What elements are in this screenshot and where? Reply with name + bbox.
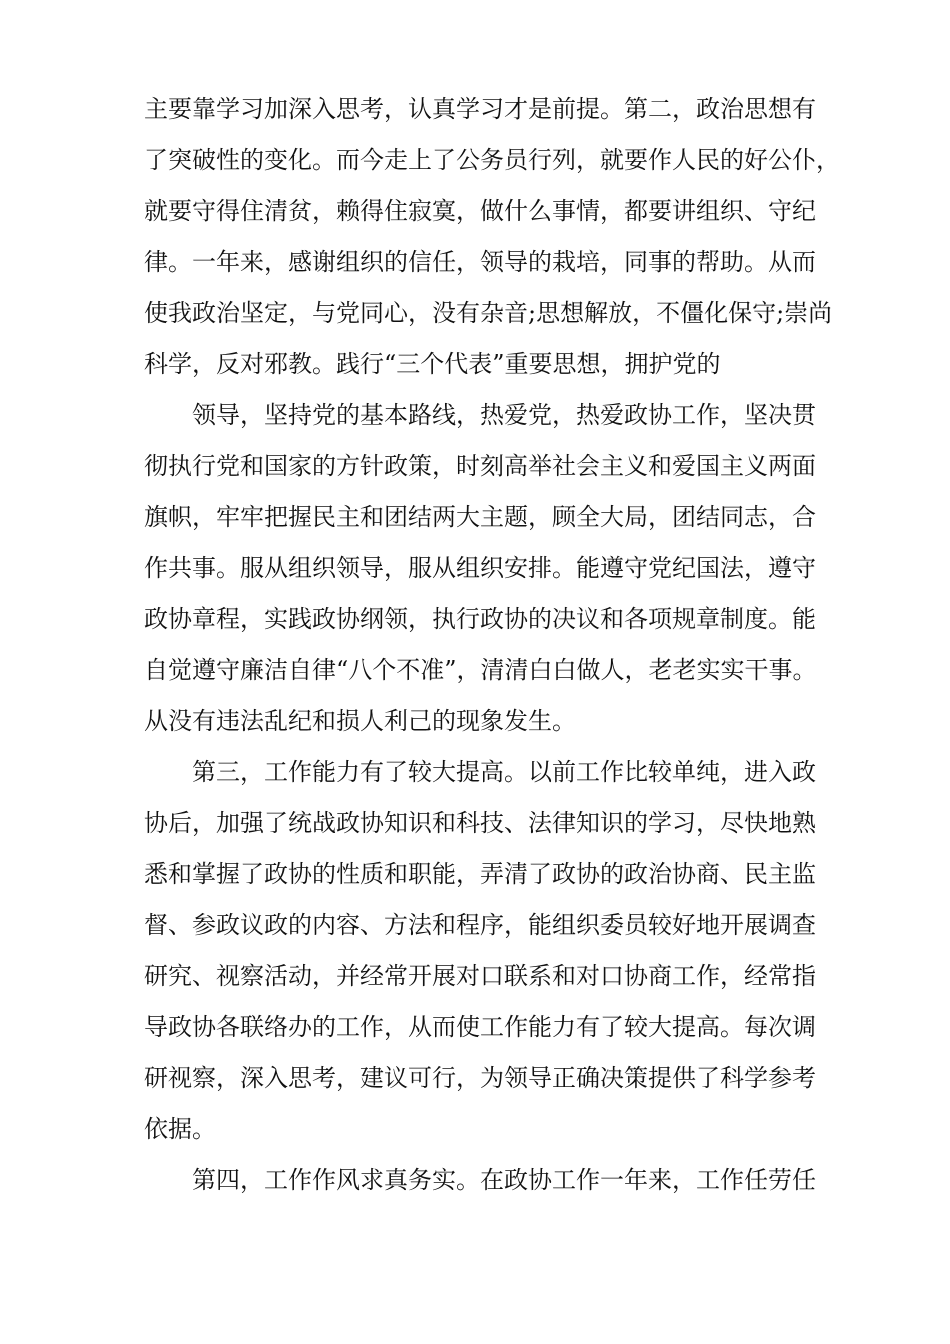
paragraph-2 bbox=[144, 390, 816, 747]
paragraph-line: 协后，加强了统战政协知识和科技、法律知识的学习，尽快地熟 bbox=[144, 809, 816, 837]
document-body bbox=[144, 84, 840, 1206]
paragraph-line: 第三，工作能力有了较大提高。以前工作比较单纯，进入政 bbox=[192, 758, 816, 786]
paragraph-line: 从没有违法乱纪和损人利己的现象发生。 bbox=[144, 707, 576, 735]
paragraph-line: 第四，工作作风求真务实。在政协工作一年来，工作任劳任 bbox=[192, 1166, 816, 1194]
paragraph-line: 领导，坚持党的基本路线，热爱党，热爱政协工作，坚决贯 bbox=[192, 401, 816, 429]
paragraph-line: 彻执行党和国家的方针政策，时刻高举社会主义和爱国主义两面 bbox=[144, 452, 816, 480]
paragraph-line: 督、参政议政的内容、方法和程序，能组织委员较好地开展调查 bbox=[144, 911, 816, 939]
paragraph-line: 悉和掌握了政协的性质和职能，弄清了政协的政治协商、民主监 bbox=[144, 860, 816, 888]
paragraph-4 bbox=[144, 1155, 816, 1206]
paragraph-line: 律。一年来，感谢组织的信任，领导的栽培，同事的帮助。从而 bbox=[144, 248, 816, 276]
paragraph-line: 政协章程，实践政协纲领，执行政协的决议和各项规章制度。能 bbox=[144, 605, 816, 633]
paragraph-line: 自觉遵守廉洁自律“八个不准”，清清白白做人，老老实实干事。 bbox=[144, 656, 817, 684]
paragraph-line: 导政协各联络办的工作，从而使工作能力有了较大提高。每次调 bbox=[144, 1013, 816, 1041]
paragraph-3 bbox=[144, 747, 816, 1155]
paragraph-1 bbox=[144, 84, 840, 390]
paragraph-line: 了突破性的变化。而今走上了公务员行列，就要作人民的好公仆， bbox=[144, 146, 840, 174]
paragraph-line: 研视察，深入思考，建议可行，为领导正确决策提供了科学参考 bbox=[144, 1064, 816, 1092]
paragraph-line: 主要靠学习加深入思考，认真学习才是前提。第二，政治思想有 bbox=[144, 95, 816, 123]
paragraph-line: 旗帜，牢牢把握民主和团结两大主题，顾全大局，团结同志，合 bbox=[144, 503, 816, 531]
paragraph-line: 使我政治坚定，与党同心，没有杂音;思想解放，不僵化保守;崇尚 bbox=[144, 299, 833, 327]
paragraph-line: 依据。 bbox=[144, 1115, 216, 1143]
paragraph-line: 研究、视察活动，并经常开展对口联系和对口协商工作，经常指 bbox=[144, 962, 816, 990]
paragraph-line: 作共事。服从组织领导，服从组织安排。能遵守党纪国法，遵守 bbox=[144, 554, 816, 582]
paragraph-line: 科学，反对邪教。践行“三个代表”重要思想，拥护党的 bbox=[144, 350, 721, 378]
paragraph-line: 就要守得住清贫，赖得住寂寞，做什么事情，都要讲组织、守纪 bbox=[144, 197, 816, 225]
